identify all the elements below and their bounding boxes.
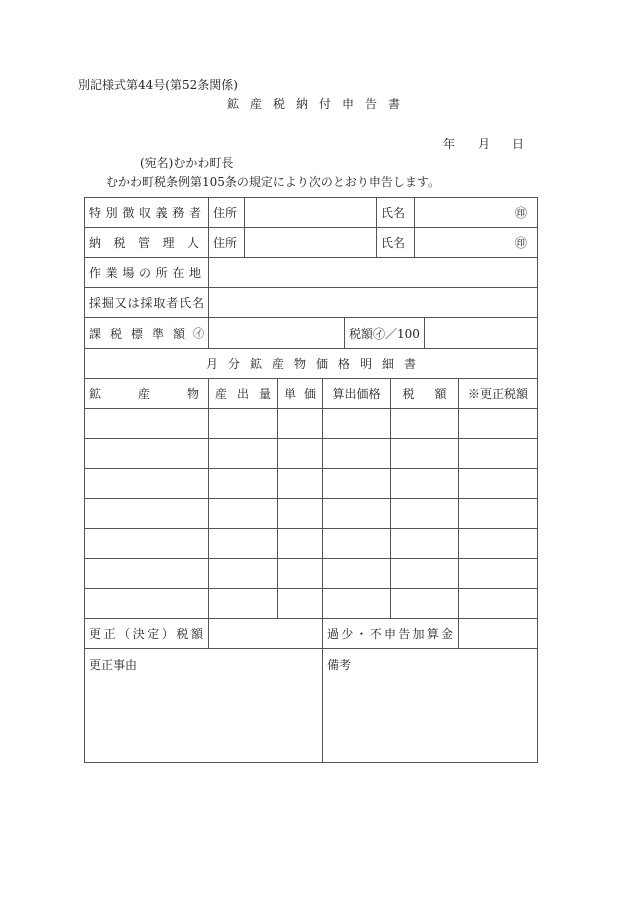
collector-name-label: 氏名 [381,206,406,220]
date-day-label: 日 [512,137,525,151]
column-header-calculated-price: 算出価格 [323,379,391,408]
unit-price-cell[interactable] [278,559,323,588]
unit-price-cell[interactable] [278,529,323,558]
penalty-label: 過少・不申告加算金 [327,627,453,641]
collector-label-cell [85,198,209,227]
tax-amount-cell[interactable] [391,589,459,618]
tax-amount-formula: 税額㋑／100 [349,326,420,341]
manager-address-label: 住所 [213,236,238,250]
corrected-tax-field[interactable] [209,619,323,648]
miner-label: 採掘又は採取者氏名 [89,296,204,310]
manager-name-label-cell [377,228,415,257]
tax-base-label: 課税標準額 [89,326,185,341]
column-header-output: 産出量 [209,379,278,408]
miner-label-cell [85,288,209,317]
detail-row [85,409,537,439]
worksite-label-cell [85,258,209,287]
tax-amount-cell[interactable] [391,559,459,588]
calculated-price-cell[interactable] [323,469,391,498]
mineral-cell[interactable] [85,469,209,498]
manager-address-field[interactable] [245,228,377,257]
mineral-cell[interactable] [85,409,209,438]
remarks-field[interactable] [323,649,537,762]
tax-amount-formula-cell [345,318,425,348]
corrected-tax-cell[interactable] [459,499,537,528]
correction-reason-label: 更正事由 [89,658,138,672]
declaration-statement: むかわ町税条例第105条の規定により次のとおり申告します。 [106,175,440,189]
mineral-cell[interactable] [85,589,209,618]
collector-row [85,198,537,228]
unit-price-cell[interactable] [278,439,323,468]
mineral-cell[interactable] [85,439,209,468]
output-cell[interactable] [209,409,278,438]
form-number: 別記様式第44号(第52条関係) [78,78,238,92]
remarks-label: 備考 [327,658,352,672]
detail-title-cell [85,349,537,378]
manager-row [85,228,537,258]
detail-title: 月分鉱産物価格明細書 [205,357,426,371]
mineral-cell[interactable] [85,559,209,588]
output-cell[interactable] [209,469,278,498]
manager-label-cell [85,228,209,257]
calculated-price-cell[interactable] [323,439,391,468]
tax-amount-cell[interactable] [391,469,459,498]
calculated-price-cell[interactable] [323,589,391,618]
column-header-mineral: 鉱産物 [85,379,209,408]
penalty-field[interactable] [459,619,537,648]
tax-base-row [85,318,537,349]
correction-reason-field[interactable] [85,649,323,762]
calculated-price-cell[interactable] [323,529,391,558]
corrected-tax-cell[interactable] [459,439,537,468]
corrected-tax-row [85,619,537,649]
unit-price-cell[interactable] [278,499,323,528]
corrected-tax-label: 更正（決定）税額 [89,627,203,641]
collector-label: 特別徴収義務者 [89,206,201,220]
worksite-field[interactable] [209,258,537,287]
declaration-form-table [84,197,538,763]
output-cell[interactable] [209,499,278,528]
tax-amount-field[interactable] [425,318,537,348]
tax-base-mark: ㋑ [193,327,204,340]
tax-amount-cell[interactable] [391,439,459,468]
collector-name-label-cell [377,198,415,227]
collector-address-label: 住所 [213,206,238,220]
collector-address-field[interactable] [245,198,377,227]
worksite-label: 作業場の所在地 [89,266,201,280]
corrected-tax-cell[interactable] [459,529,537,558]
worksite-row [85,258,537,288]
mineral-cell[interactable] [85,529,209,558]
calculated-price-cell[interactable] [323,559,391,588]
column-header-corrected-tax: ※更正税額 [467,387,528,401]
date-year-label: 年 [443,137,456,151]
manager-name-field[interactable] [415,228,537,257]
mineral-cell[interactable] [85,499,209,528]
corrected-tax-cell[interactable] [459,409,537,438]
output-cell[interactable] [209,559,278,588]
detail-row [85,589,537,619]
tax-base-label-cell [85,318,209,348]
collector-name-field[interactable] [415,198,537,227]
column-header-unit-price: 単価 [278,379,323,408]
collector-address-label-cell [209,198,245,227]
unit-price-cell[interactable] [278,409,323,438]
output-cell[interactable] [209,589,278,618]
tax-amount-cell[interactable] [391,409,459,438]
manager-label: 納税管理人 [89,236,199,250]
output-cell[interactable] [209,439,278,468]
tax-amount-cell[interactable] [391,499,459,528]
detail-header-row [85,379,537,409]
form-title: 鉱産税納付申告書 [227,97,412,111]
tax-amount-cell[interactable] [391,529,459,558]
miner-row [85,288,537,318]
addressee: (宛名)むかわ町長 [140,156,234,170]
manager-seal-icon: ㊞ [514,236,527,250]
unit-price-cell[interactable] [278,589,323,618]
date-month-label: 月 [478,137,491,151]
calculated-price-cell[interactable] [323,409,391,438]
column-header-tax-amount: 税額 [391,379,459,408]
detail-title-row [85,349,537,379]
detail-row [85,469,537,499]
penalty-label-cell [323,619,459,648]
tax-base-field[interactable] [209,318,345,348]
detail-row [85,559,537,589]
corrected-tax-cell[interactable] [459,559,537,588]
detail-row [85,499,537,529]
calculated-price-cell[interactable] [323,499,391,528]
detail-row [85,439,537,469]
corrected-tax-cell[interactable] [459,469,537,498]
corrected-tax-label-cell [85,619,209,648]
corrected-tax-cell[interactable] [459,589,537,618]
detail-row [85,529,537,559]
unit-price-cell[interactable] [278,469,323,498]
collector-seal-icon: ㊞ [514,206,527,220]
output-cell[interactable] [209,529,278,558]
reason-remarks-row [85,649,537,762]
manager-name-label: 氏名 [381,236,406,250]
miner-field[interactable] [209,288,537,317]
manager-address-label-cell [209,228,245,257]
